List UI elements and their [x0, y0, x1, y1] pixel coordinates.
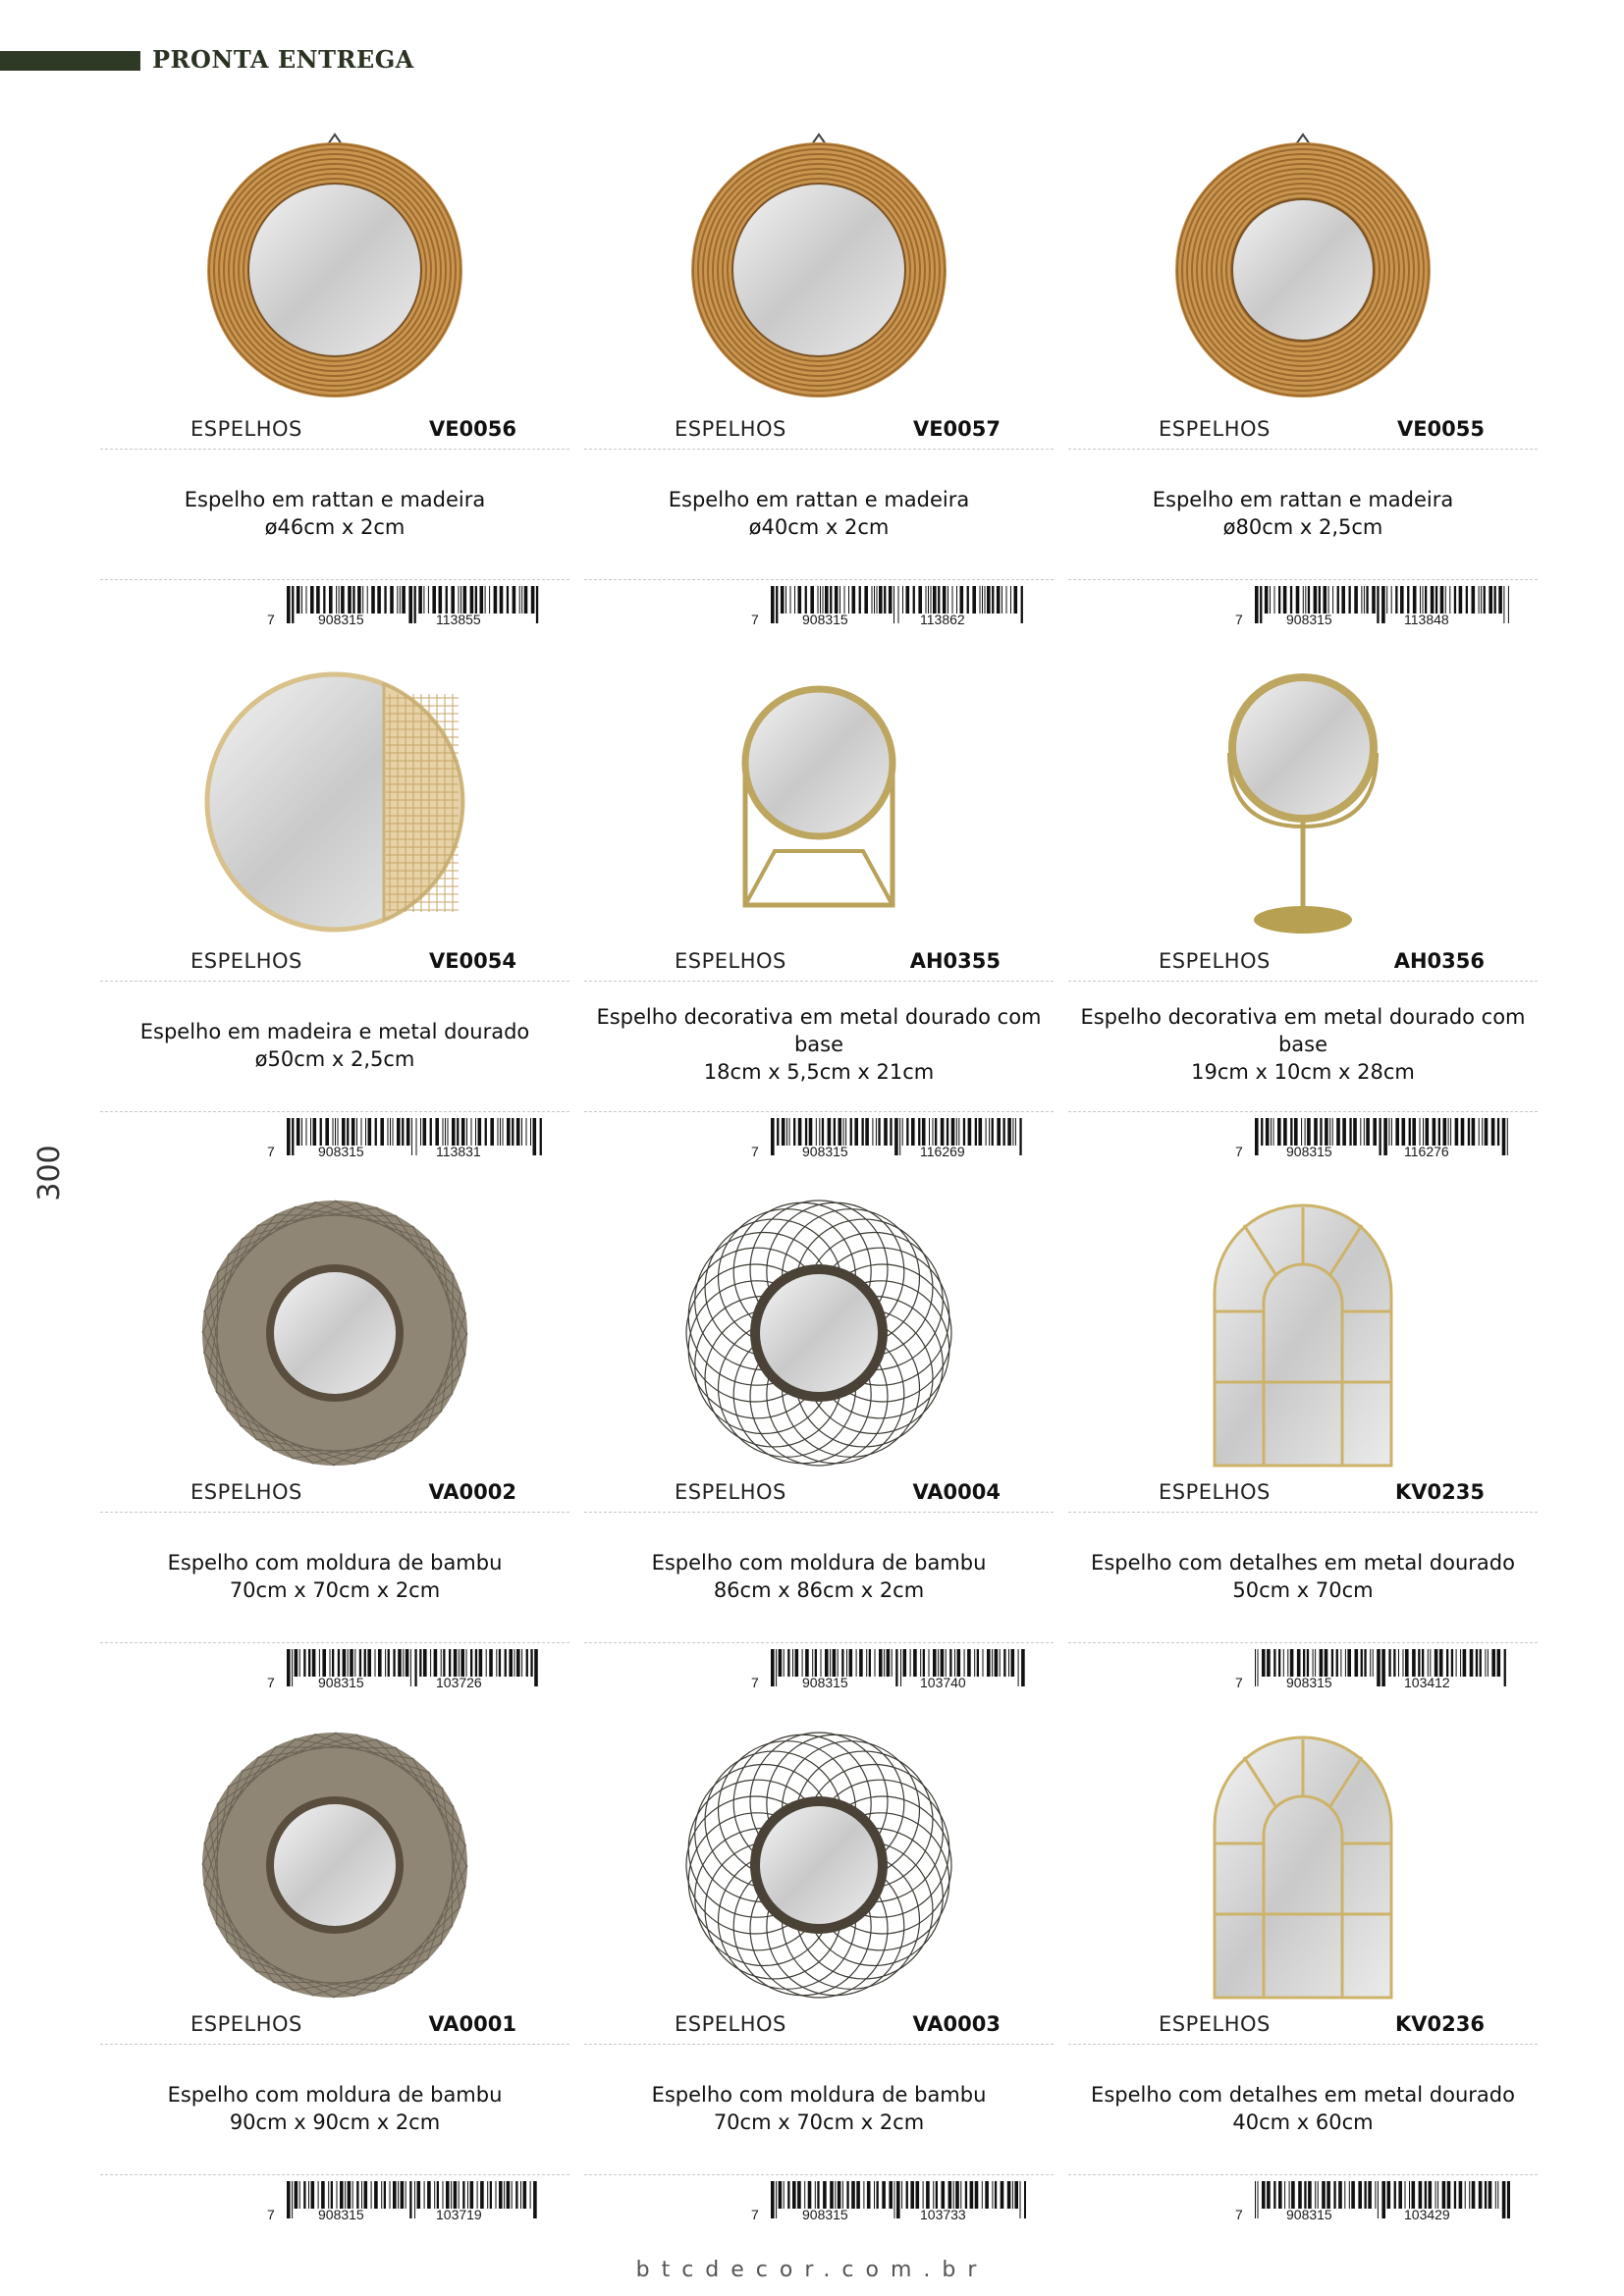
product-card: [100, 655, 569, 1185]
product-code: VA0003: [912, 2012, 1001, 2036]
product-photo: [138, 655, 531, 949]
barcode-digits: 113855: [436, 612, 481, 627]
description-line: ø46cm x 2cm: [264, 515, 406, 539]
product-photo: [623, 1186, 1015, 1480]
product-card: [1068, 655, 1538, 1185]
divider: [1068, 2174, 1538, 2175]
product-photo: [623, 655, 1015, 949]
product-card: [1068, 123, 1538, 653]
description-line: 86cm x 86cm x 2cm: [713, 1578, 925, 1602]
barcode-digits: 113848: [1404, 612, 1449, 627]
barcode-digits: 908315: [802, 1675, 848, 1690]
description-line: Espelho em madeira e metal dourado: [139, 1020, 530, 1043]
barcode-digits: 7: [267, 2207, 275, 2222]
divider: [100, 2044, 569, 2045]
divider: [584, 1111, 1054, 1112]
divider: [584, 2044, 1054, 2045]
barcode: [267, 586, 552, 631]
product-card: [100, 1718, 569, 2248]
product-code: VE0055: [1396, 417, 1485, 441]
product-category: ESPELHOS: [190, 949, 302, 973]
barcode-digits: 103726: [436, 1675, 482, 1690]
split-cane-mirror-icon: [188, 655, 482, 949]
product-category: ESPELHOS: [675, 2012, 786, 2036]
product-card: [100, 1186, 569, 1716]
barcode-digits: 116276: [1404, 1144, 1449, 1159]
barcode-digits: 103429: [1404, 2207, 1450, 2222]
product-category: ESPELHOS: [1159, 417, 1271, 441]
description-line: base: [1277, 1033, 1328, 1056]
barcode-digits: 908315: [802, 2207, 848, 2222]
divider: [584, 579, 1054, 580]
divider: [100, 449, 569, 450]
bamboo-mesh-mirror-icon: [188, 1186, 482, 1480]
barcode-digits: 908315: [318, 1675, 364, 1690]
divider: [1068, 1642, 1538, 1643]
divider: [1068, 2044, 1538, 2045]
product-code: VE0054: [428, 949, 516, 973]
barcode-digits: 103733: [920, 2207, 966, 2222]
arch-window-mirror-icon: [1156, 1186, 1450, 1480]
bamboo-lattice-mirror-icon: [672, 1186, 966, 1480]
barcode-digits: 908315: [1286, 2207, 1332, 2222]
product-description: [100, 2081, 569, 2136]
description-line: Espelho com moldura de bambu: [167, 1551, 503, 1575]
product-code: VA0001: [428, 2012, 516, 2036]
product-category: ESPELHOS: [675, 417, 786, 441]
barcode-digits: 113831: [436, 1144, 481, 1159]
product-code: VA0004: [912, 1480, 1001, 1504]
description-line: 19cm x 10cm x 28cm: [1191, 1060, 1415, 1084]
barcode-digits: 7: [751, 612, 759, 627]
product-code: VE0056: [428, 417, 516, 441]
barcode-digits: 7: [1235, 2207, 1243, 2222]
product-code: VE0057: [912, 417, 1001, 441]
table-mirror-frame-icon: [672, 655, 966, 949]
product-card: [584, 1718, 1054, 2248]
description-line: base: [793, 1033, 844, 1056]
barcode: [267, 2181, 552, 2226]
barcode: [751, 2181, 1036, 2226]
description-line: ø40cm x 2cm: [748, 515, 890, 539]
barcode: [751, 1649, 1036, 1694]
barcode-digits: 7: [751, 2207, 759, 2222]
description-line: Espelho em rattan e madeira: [668, 488, 970, 511]
divider: [100, 1642, 569, 1643]
barcode-digits: 7: [751, 1675, 759, 1690]
description-line: Espelho com detalhes em metal dourado: [1091, 2083, 1515, 2107]
barcode: [1235, 2181, 1520, 2226]
product-category: ESPELHOS: [190, 1480, 302, 1504]
barcode: [1235, 1649, 1520, 1694]
product-category: ESPELHOS: [190, 417, 302, 441]
divider: [1068, 449, 1538, 450]
section-title: PRONTA ENTREGA: [152, 45, 414, 74]
description-line: Espelho com detalhes em metal dourado: [1091, 1551, 1515, 1575]
product-description: [100, 486, 569, 541]
barcode: [267, 1118, 552, 1163]
barcode-digits: 908315: [1286, 1144, 1332, 1159]
barcode: [1235, 586, 1520, 631]
divider: [1068, 1111, 1538, 1112]
barcode-digits: 7: [1235, 1675, 1243, 1690]
product-description: [1068, 486, 1538, 541]
product-card: [1068, 1186, 1538, 1716]
divider: [100, 981, 569, 982]
product-category: ESPELHOS: [1159, 2012, 1271, 2036]
product-card: [584, 1186, 1054, 1716]
bamboo-lattice-mirror-icon: [672, 1718, 966, 2012]
barcode-digits: 116269: [920, 1144, 965, 1159]
round-rattan-mirror-icon: [672, 123, 966, 417]
product-photo: [1107, 1186, 1499, 1480]
product-code: VA0002: [428, 1480, 516, 1504]
product-category: ESPELHOS: [1159, 949, 1271, 973]
product-category: ESPELHOS: [190, 2012, 302, 2036]
description-line: Espelho decorativa em metal dourado com: [596, 1005, 1042, 1029]
description-line: ø80cm x 2,5cm: [1222, 515, 1383, 539]
round-rattan-mirror-icon: [188, 123, 482, 417]
product-description: [1068, 1549, 1538, 1604]
product-description: [584, 2081, 1054, 2136]
product-description: [1068, 2081, 1538, 2136]
divider: [1068, 579, 1538, 580]
barcode-digits: 908315: [318, 2207, 364, 2222]
barcode-digits: 103412: [1404, 1675, 1450, 1690]
product-description: [584, 486, 1054, 541]
product-description: [100, 1549, 569, 1604]
arch-window-mirror-icon: [1156, 1718, 1450, 2012]
description-line: ø50cm x 2,5cm: [254, 1047, 415, 1071]
barcode: [267, 1649, 552, 1694]
description-line: 40cm x 60cm: [1232, 2110, 1374, 2134]
product-photo: [1107, 123, 1499, 417]
divider: [584, 449, 1054, 450]
product-code: KV0236: [1395, 2012, 1485, 2036]
barcode-digits: 908315: [802, 1144, 848, 1159]
product-card: [584, 655, 1054, 1185]
barcode-digits: 7: [1235, 1144, 1243, 1159]
pedestal-mirror-icon: [1156, 655, 1450, 949]
description-line: Espelho com moldura de bambu: [651, 2083, 987, 2107]
description-line: Espelho com moldura de bambu: [651, 1551, 987, 1575]
divider: [100, 1111, 569, 1112]
product-category: ESPELHOS: [675, 1480, 786, 1504]
barcode-digits: 908315: [318, 1144, 364, 1159]
description-line: 50cm x 70cm: [1232, 1578, 1374, 1602]
product-category: ESPELHOS: [675, 949, 786, 973]
barcode-digits: 103719: [436, 2207, 482, 2222]
page-number: 300: [31, 1145, 67, 1201]
barcode-digits: 7: [1235, 612, 1243, 627]
product-photo: [138, 1718, 531, 2012]
product-code: KV0235: [1395, 1480, 1485, 1504]
product-photo: [138, 1186, 531, 1480]
product-photo: [623, 123, 1015, 417]
divider: [584, 1512, 1054, 1513]
product-code: AH0355: [909, 949, 1001, 973]
product-photo: [138, 123, 531, 417]
product-description: [1068, 1003, 1538, 1086]
barcode-digits: 908315: [1286, 612, 1332, 627]
description-line: 90cm x 90cm x 2cm: [229, 2110, 441, 2134]
divider: [584, 2174, 1054, 2175]
divider: [1068, 981, 1538, 982]
description-line: Espelho decorativa em metal dourado com: [1080, 1005, 1526, 1029]
footer-site: btcdecor.com.br: [635, 2258, 989, 2282]
barcode-digits: 908315: [1286, 1675, 1332, 1690]
product-photo: [623, 1718, 1015, 2012]
barcode-digits: 908315: [802, 612, 848, 627]
barcode-digits: 103740: [920, 1675, 966, 1690]
barcode: [1235, 1118, 1520, 1163]
product-category: ESPELHOS: [1159, 1480, 1271, 1504]
divider: [1068, 1512, 1538, 1513]
description-line: 70cm x 70cm x 2cm: [229, 1578, 441, 1602]
divider: [100, 579, 569, 580]
description-line: 18cm x 5,5cm x 21cm: [703, 1060, 935, 1084]
product-description: [584, 1003, 1054, 1086]
product-description: [584, 1549, 1054, 1604]
barcode-digits: 113862: [920, 612, 965, 627]
product-code: AH0356: [1393, 949, 1485, 973]
barcode-digits: 7: [267, 1144, 275, 1159]
product-photo: [1107, 655, 1499, 949]
divider: [100, 1512, 569, 1513]
divider: [100, 2174, 569, 2175]
barcode-digits: 7: [751, 1144, 759, 1159]
barcode-digits: 7: [267, 1675, 275, 1690]
wide-rattan-mirror-icon: [1156, 123, 1450, 417]
barcode: [751, 1118, 1036, 1163]
divider: [584, 981, 1054, 982]
product-card: [100, 123, 569, 653]
divider: [584, 1642, 1054, 1643]
description-line: Espelho em rattan e madeira: [1152, 488, 1454, 511]
description-line: Espelho com moldura de bambu: [167, 2083, 503, 2107]
description-line: Espelho em rattan e madeira: [184, 488, 486, 511]
product-photo: [1107, 1718, 1499, 2012]
description-line: 70cm x 70cm x 2cm: [713, 2110, 925, 2134]
product-card: [584, 123, 1054, 653]
barcode: [751, 586, 1036, 631]
barcode-digits: 908315: [318, 612, 364, 627]
bamboo-mesh-mirror-icon: [188, 1718, 482, 2012]
product-card: [1068, 1718, 1538, 2248]
product-description: [100, 1018, 569, 1073]
barcode-digits: 7: [267, 612, 275, 627]
